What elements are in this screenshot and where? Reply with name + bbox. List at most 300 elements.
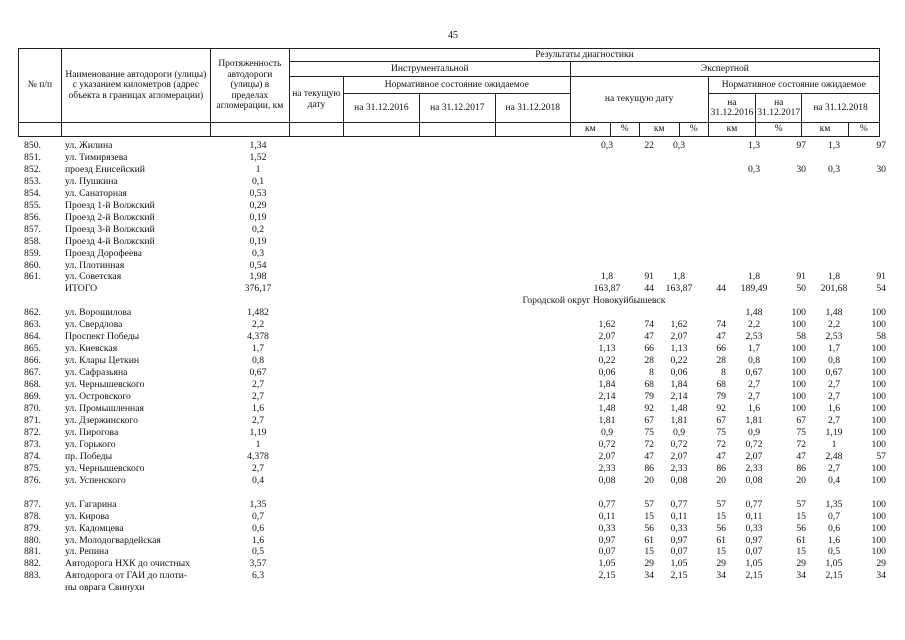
- road-name: ул. Жилина: [65, 140, 113, 151]
- unit-km: км: [639, 123, 679, 137]
- value-pct: [778, 188, 810, 200]
- value-km: [730, 248, 778, 260]
- value-km: 0,67: [745, 367, 763, 379]
- road-length: 0,53: [249, 187, 267, 199]
- value-km: 163,87: [665, 283, 693, 295]
- road-name: ул. Ворошилова: [65, 307, 132, 319]
- value-km: 0,07: [598, 546, 616, 558]
- table-row: [18, 546, 890, 558]
- value-pct: [700, 224, 730, 236]
- road-name: ул. Чернышевского: [65, 462, 145, 474]
- value-pct: 61: [796, 534, 806, 546]
- row-number: 858.: [24, 235, 41, 247]
- value-pct: 56: [796, 522, 806, 534]
- unit-km: км: [802, 123, 849, 137]
- header-exp-2018: на 31.12.2018: [802, 94, 880, 123]
- value-pct: 100: [791, 355, 806, 367]
- road-name: проезд Енисейский: [65, 163, 145, 175]
- road-length: 1,34: [249, 140, 267, 151]
- value-km: [658, 307, 700, 319]
- table-row: [18, 415, 890, 427]
- unit-pct: %: [756, 123, 802, 137]
- value-km: [730, 176, 778, 188]
- row-number: 869.: [24, 391, 41, 403]
- header-current-exp: на текущую дату: [570, 77, 708, 123]
- value-km: [586, 212, 628, 224]
- road-name: ул. Сафразьяна: [65, 367, 128, 379]
- value-km: 1,13: [598, 343, 616, 355]
- value-km: [586, 582, 628, 594]
- value-km: 0,08: [598, 474, 616, 486]
- value-pct: [778, 248, 810, 260]
- row-number: 866.: [24, 355, 41, 367]
- value-pct: [700, 271, 730, 283]
- value-pct: 79: [644, 391, 654, 403]
- table-row: [18, 152, 890, 164]
- table-row: [18, 331, 890, 343]
- value-pct: 86: [644, 462, 654, 474]
- value-km: 0,33: [598, 522, 616, 534]
- value-km: 0,5: [827, 546, 841, 558]
- section-title: Городской округ Новокуйбышевск: [522, 295, 666, 307]
- unit-pct: %: [848, 123, 879, 137]
- value-pct: 91: [876, 271, 886, 283]
- value-pct: [700, 176, 730, 188]
- value-pct: [700, 164, 730, 176]
- table-row: [18, 271, 890, 283]
- table-row: [18, 403, 890, 415]
- table-row: [18, 451, 890, 463]
- row-number: 882.: [24, 558, 41, 570]
- value-pct: 34: [716, 570, 726, 582]
- value-pct: 100: [871, 426, 886, 438]
- value-pct: 54: [876, 283, 886, 295]
- value-pct: 100: [871, 522, 886, 534]
- value-pct: 47: [716, 450, 726, 462]
- row-number: 878.: [24, 510, 41, 522]
- table-row: [18, 511, 890, 523]
- value-pct: 100: [791, 402, 806, 414]
- value-pct: 15: [716, 546, 726, 558]
- table-row: [18, 188, 890, 200]
- value-km: 1: [831, 438, 837, 450]
- header-instrumental: Инструментальной: [289, 62, 570, 77]
- table-row: [18, 535, 890, 547]
- unit-pct: %: [679, 123, 708, 137]
- value-pct: 72: [644, 438, 654, 450]
- value-pct: 79: [716, 391, 726, 403]
- value-km: 2,15: [825, 570, 843, 582]
- value-km: 1,3: [747, 140, 761, 151]
- value-km: [810, 188, 858, 200]
- value-km: 0,06: [670, 367, 688, 379]
- row-number: 861.: [24, 271, 41, 283]
- row-number: 868.: [24, 379, 41, 391]
- table-row: [18, 212, 890, 224]
- table-row: [18, 558, 890, 570]
- value-km: 0,97: [598, 534, 616, 546]
- table-row: [18, 427, 890, 439]
- road-name: ул. Пушкина: [65, 175, 118, 187]
- row-number: 867.: [24, 367, 41, 379]
- value-pct: 97: [876, 140, 886, 151]
- value-pct: [858, 188, 890, 200]
- road-length: 0,2: [251, 223, 265, 235]
- road-length: 376,17: [244, 283, 272, 295]
- page-number: 45: [448, 30, 458, 41]
- value-pct: [700, 152, 730, 164]
- row-number: 876.: [24, 474, 41, 486]
- value-km: 0,77: [745, 498, 763, 510]
- value-km: [810, 176, 858, 188]
- table-row: [18, 499, 890, 511]
- value-km: 2,14: [598, 391, 616, 403]
- road-name: Проезд Дорофеева: [65, 247, 142, 259]
- value-pct: 15: [796, 546, 806, 558]
- road-name: Проезд 2-й Волжский: [65, 211, 155, 223]
- value-pct: 20: [716, 474, 726, 486]
- value-km: 1,8: [827, 271, 841, 283]
- value-pct: [628, 188, 658, 200]
- value-pct: [858, 152, 890, 164]
- value-pct: 86: [796, 462, 806, 474]
- value-km: 163,87: [593, 283, 621, 295]
- value-pct: [700, 188, 730, 200]
- value-km: [658, 224, 700, 236]
- value-pct: 50: [796, 283, 806, 295]
- value-km: [586, 248, 628, 260]
- row-number: 862.: [24, 307, 41, 319]
- value-pct: [858, 200, 890, 212]
- table-row: [18, 260, 890, 272]
- value-pct: 28: [644, 355, 654, 367]
- unit-km: км: [570, 123, 610, 137]
- value-pct: 47: [644, 331, 654, 343]
- value-km: 1,8: [600, 271, 614, 283]
- road-length: 4,378: [247, 331, 269, 343]
- value-km: 2,2: [827, 319, 841, 331]
- value-km: 2,33: [670, 462, 688, 474]
- value-km: [730, 212, 778, 224]
- value-km: 0,72: [745, 438, 763, 450]
- row-number: 877.: [24, 498, 41, 510]
- row-number: 874.: [24, 450, 41, 462]
- road-name: ул. Островского: [65, 391, 131, 403]
- value-km: [810, 260, 858, 272]
- value-km: 0,22: [598, 355, 616, 367]
- value-pct: 44: [716, 283, 726, 295]
- road-length: 4,378: [247, 450, 269, 462]
- value-km: [730, 260, 778, 272]
- road-length: 0,1: [251, 175, 265, 187]
- header-instr-2016: на 31.12.2016: [343, 94, 419, 123]
- value-km: 1,3: [827, 140, 841, 151]
- row-number: 880.: [24, 534, 41, 546]
- value-km: 1,84: [670, 379, 688, 391]
- value-km: [810, 582, 858, 594]
- value-km: 2,33: [745, 462, 763, 474]
- value-pct: 57: [644, 498, 654, 510]
- value-km: 0,9: [600, 426, 614, 438]
- road-length: 0,67: [249, 367, 267, 379]
- unit-km: км: [708, 123, 756, 137]
- road-length: 0,19: [249, 235, 267, 247]
- value-km: 0,6: [827, 522, 841, 534]
- value-pct: [628, 248, 658, 260]
- road-name: ул. Успенского: [65, 474, 126, 486]
- value-pct: 8: [721, 367, 726, 379]
- road-name: ул. Молодогвардейская: [65, 534, 161, 546]
- value-pct: 15: [796, 510, 806, 522]
- value-km: 1,81: [670, 414, 688, 426]
- value-km: 0,07: [745, 546, 763, 558]
- road-name: ИТОГО: [65, 283, 98, 295]
- row-number: 865.: [24, 343, 41, 355]
- value-km: 0,11: [745, 510, 763, 522]
- value-pct: 15: [716, 510, 726, 522]
- value-km: 2,33: [598, 462, 616, 474]
- value-km: [586, 224, 628, 236]
- value-km: [586, 188, 628, 200]
- value-pct: 47: [644, 450, 654, 462]
- value-pct: [778, 152, 810, 164]
- value-pct: 34: [876, 570, 886, 582]
- value-pct: 61: [716, 534, 726, 546]
- value-km: [586, 236, 628, 248]
- value-km: [658, 152, 700, 164]
- value-pct: 100: [871, 498, 886, 510]
- road-length: [218, 582, 298, 594]
- value-pct: 75: [796, 426, 806, 438]
- table-row: [18, 582, 890, 594]
- value-km: 1,8: [672, 271, 686, 283]
- road-name: ул. Дзержинского: [65, 414, 138, 426]
- value-km: 2,07: [598, 331, 616, 343]
- row-number: 854.: [24, 187, 41, 199]
- table-row: [18, 570, 890, 582]
- value-pct: [628, 212, 658, 224]
- road-length: 0,8: [251, 355, 265, 367]
- value-km: 0,4: [827, 474, 841, 486]
- row-number: 879.: [24, 522, 41, 534]
- road-name: Автодорога от ГАИ до плоти-: [65, 570, 188, 582]
- road-length: 3,57: [249, 558, 267, 570]
- value-km: 2,14: [670, 391, 688, 403]
- road-length: 0,3: [251, 247, 265, 259]
- value-km: [586, 200, 628, 212]
- road-length: 0,19: [249, 211, 267, 223]
- value-km: 0,11: [598, 510, 616, 522]
- value-pct: 68: [716, 379, 726, 391]
- value-km: 1,81: [745, 414, 763, 426]
- value-pct: 72: [716, 438, 726, 450]
- row-number: 853.: [24, 175, 41, 187]
- road-length: 1,19: [249, 426, 267, 438]
- value-km: 0,97: [670, 534, 688, 546]
- row-number: 863.: [24, 319, 41, 331]
- spacer-row: [18, 487, 890, 499]
- value-km: 2,7: [827, 462, 841, 474]
- value-pct: 67: [796, 414, 806, 426]
- value-km: [586, 176, 628, 188]
- value-pct: [858, 582, 890, 594]
- road-length: 1,52: [249, 151, 267, 163]
- value-km: 1,84: [598, 379, 616, 391]
- road-name: Автодорога НХК до очистных: [65, 558, 190, 570]
- value-km: 0,08: [670, 474, 688, 486]
- value-km: 0,11: [670, 510, 688, 522]
- table-row: [18, 379, 890, 391]
- value-km: 1,13: [670, 343, 688, 355]
- value-pct: [858, 176, 890, 188]
- road-name: ул. Промышленная: [65, 402, 144, 414]
- table-row: [18, 391, 890, 403]
- row-number: 850.: [24, 140, 41, 151]
- header-length: Протяженность автодороги (улицы) в пределах агломерации, км: [210, 49, 289, 123]
- value-pct: 22: [644, 140, 654, 151]
- value-pct: [628, 224, 658, 236]
- value-pct: 100: [871, 402, 886, 414]
- value-km: [730, 188, 778, 200]
- row-number: 881.: [24, 546, 41, 558]
- value-pct: 100: [791, 343, 806, 355]
- value-km: 0,72: [598, 438, 616, 450]
- header-results: Результаты диагностики: [289, 49, 879, 62]
- row-number: 855.: [24, 199, 41, 211]
- value-pct: 8: [649, 367, 654, 379]
- road-name: Проезд 4-й Волжский: [65, 235, 155, 247]
- value-km: [810, 224, 858, 236]
- row-number: 875.: [24, 462, 41, 474]
- value-km: 1,05: [825, 558, 843, 570]
- value-pct: 72: [796, 438, 806, 450]
- value-km: 2,07: [670, 450, 688, 462]
- road-name: ул. Чернышевского: [65, 379, 145, 391]
- header-norm-exp: Нормативное состояние ожидаемое: [708, 77, 879, 94]
- value-km: 0,7: [827, 510, 841, 522]
- value-pct: 100: [871, 367, 886, 379]
- header-num: № п/п: [19, 49, 62, 123]
- value-km: 1,48: [825, 307, 843, 319]
- value-km: 1,62: [598, 319, 616, 331]
- value-pct: 57: [716, 498, 726, 510]
- road-name: ул. Пирогова: [65, 426, 119, 438]
- value-km: [730, 200, 778, 212]
- road-name: ул. Репина: [65, 546, 109, 558]
- value-pct: 20: [644, 474, 654, 486]
- value-pct: 100: [871, 438, 886, 450]
- value-pct: 30: [796, 163, 806, 175]
- section-row: [18, 295, 890, 307]
- value-km: 2,15: [745, 570, 763, 582]
- value-pct: 91: [644, 271, 654, 283]
- row-number: [18, 283, 63, 295]
- table-row: [18, 200, 890, 212]
- value-pct: 56: [716, 522, 726, 534]
- value-pct: [858, 224, 890, 236]
- value-km: [730, 224, 778, 236]
- value-km: 0,07: [670, 546, 688, 558]
- value-pct: [700, 582, 730, 594]
- value-pct: [778, 200, 810, 212]
- value-km: 1,7: [747, 343, 761, 355]
- value-pct: 66: [716, 343, 726, 355]
- value-km: 2,07: [745, 450, 763, 462]
- road-name: ны оврага Свинухи: [65, 582, 145, 594]
- road-name: ул. Киевская: [65, 343, 118, 355]
- value-pct: [778, 582, 810, 594]
- road-length: 1: [255, 163, 261, 175]
- value-km: [586, 152, 628, 164]
- row-number: 856.: [24, 211, 41, 223]
- value-km: 2,7: [747, 391, 761, 403]
- table-row: [18, 523, 890, 535]
- value-pct: 100: [871, 307, 886, 319]
- row-number: 857.: [24, 223, 41, 235]
- table-row: [18, 367, 890, 379]
- value-km: 2,53: [825, 331, 843, 343]
- value-km: 1,05: [598, 558, 616, 570]
- value-km: 0,08: [745, 474, 763, 486]
- value-pct: [778, 236, 810, 248]
- value-pct: [628, 152, 658, 164]
- value-pct: 67: [644, 414, 654, 426]
- value-km: 1,05: [670, 558, 688, 570]
- road-length: 2,7: [251, 391, 265, 403]
- value-km: 0,33: [745, 522, 763, 534]
- value-pct: 75: [644, 426, 654, 438]
- value-pct: 34: [796, 570, 806, 582]
- value-pct: 29: [644, 558, 654, 570]
- road-length: 0,6: [251, 522, 265, 534]
- value-km: 0,72: [670, 438, 688, 450]
- value-pct: 34: [644, 570, 654, 582]
- value-km: 2,07: [598, 450, 616, 462]
- header-current-instr: на текущую дату: [289, 77, 343, 123]
- value-pct: 100: [871, 414, 886, 426]
- value-pct: 68: [644, 379, 654, 391]
- value-pct: [628, 176, 658, 188]
- value-pct: 44: [644, 283, 654, 295]
- table-row: [18, 236, 890, 248]
- road-length: 6,3: [251, 570, 265, 582]
- value-pct: 74: [644, 319, 654, 331]
- table-row: [18, 140, 890, 152]
- value-pct: [628, 260, 658, 272]
- value-pct: [858, 260, 890, 272]
- table-row: [18, 355, 890, 367]
- value-km: 0,33: [670, 522, 688, 534]
- road-name: ул. Гагарина: [65, 498, 117, 510]
- header-exp-2016: на 31.12.2016: [708, 94, 756, 123]
- value-km: 0,06: [598, 367, 616, 379]
- row-number: 883.: [24, 570, 41, 582]
- value-km: [810, 212, 858, 224]
- road-length: 0,7: [251, 510, 265, 522]
- data-table: [18, 140, 890, 594]
- value-km: [810, 248, 858, 260]
- value-pct: 57: [796, 498, 806, 510]
- value-pct: 61: [644, 534, 654, 546]
- value-pct: [858, 248, 890, 260]
- road-length: 1,6: [251, 534, 265, 546]
- value-pct: 100: [791, 391, 806, 403]
- value-km: [730, 236, 778, 248]
- value-km: 2,2: [747, 319, 761, 331]
- road-name: ул. Санаторная: [65, 187, 127, 199]
- value-km: 2,07: [670, 331, 688, 343]
- value-pct: 100: [871, 319, 886, 331]
